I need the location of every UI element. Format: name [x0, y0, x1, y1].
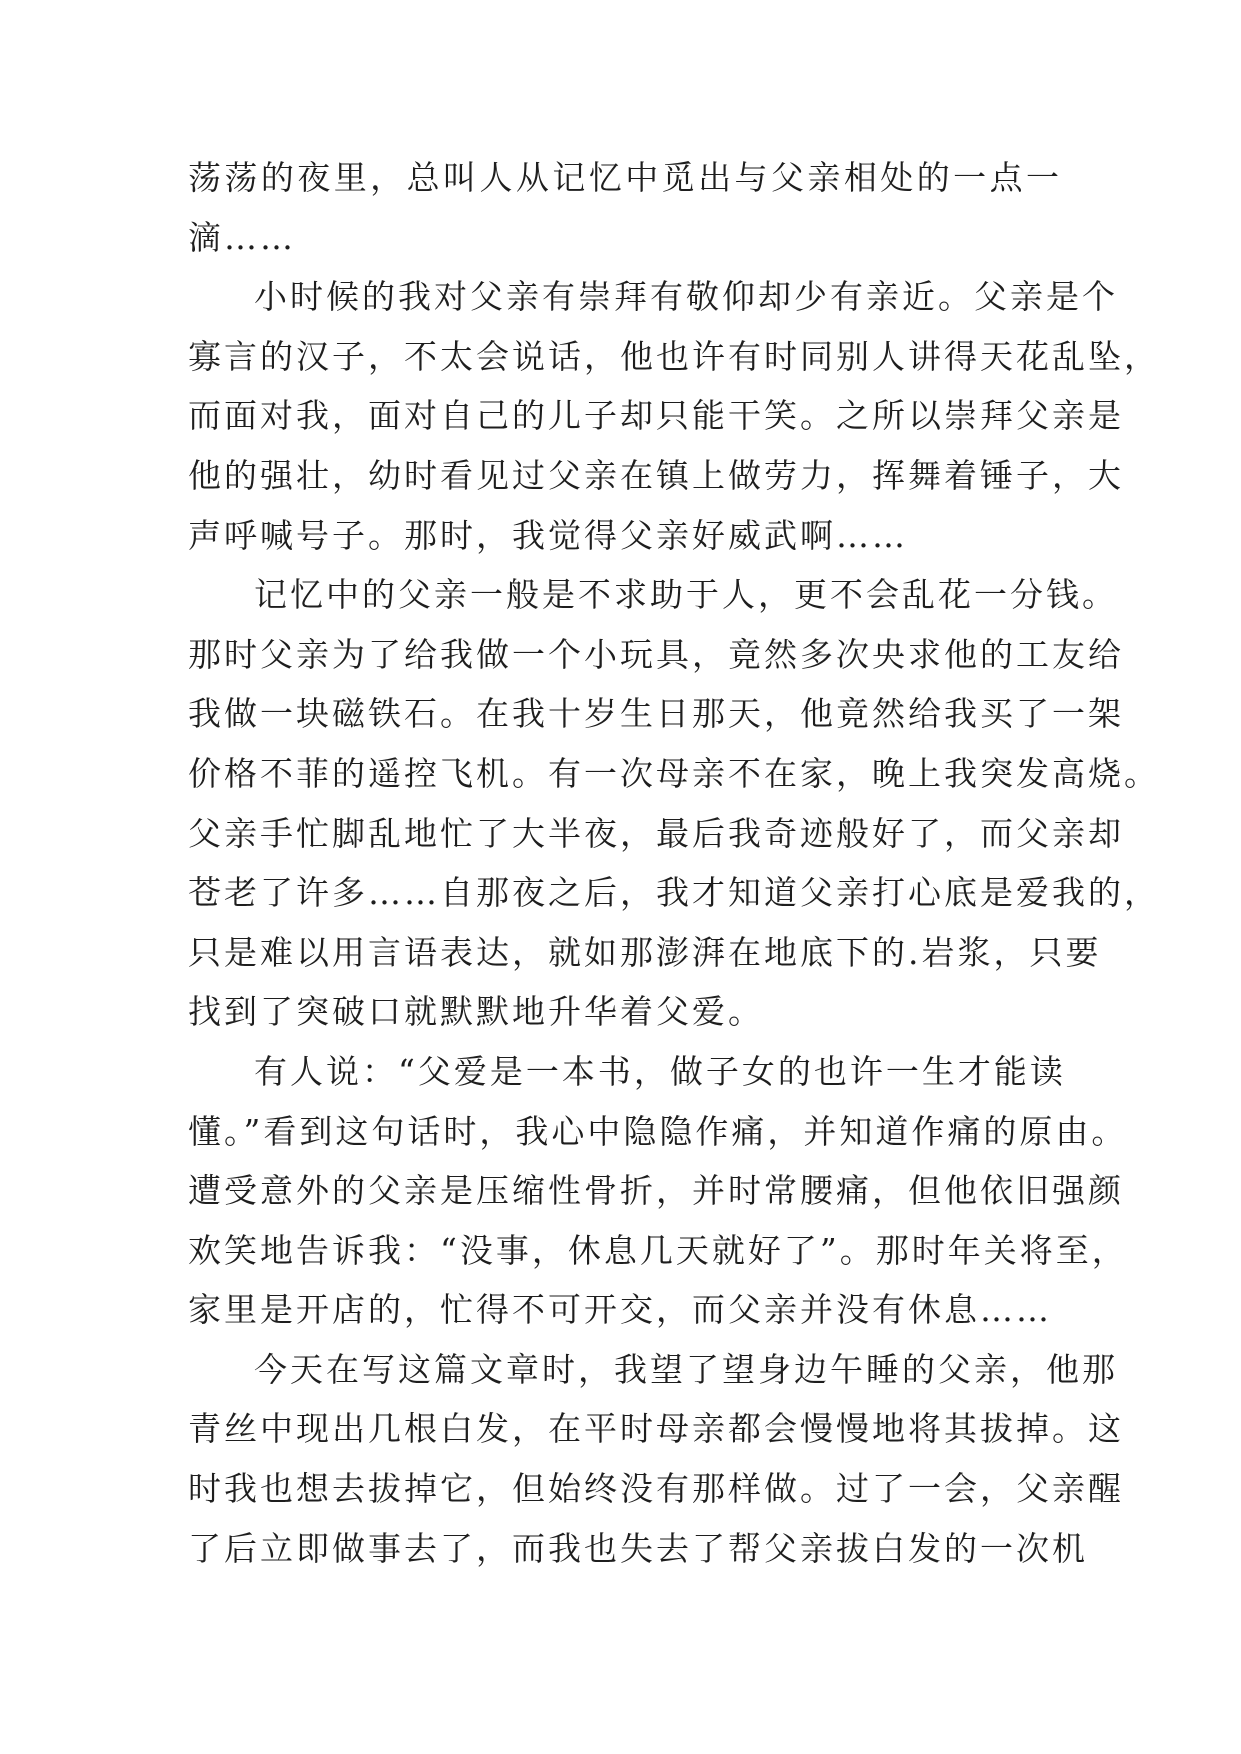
text-line: 有人说：“父爱是一本书，做子女的也许一生才能读	[254, 1051, 1066, 1091]
text-line: 今天在写这篇文章时，我望了望身边午睡的父亲，他那	[254, 1349, 1118, 1389]
text-line: 欢笑地告诉我：“没事，休息几天就好了”。那时年关将至，	[188, 1230, 1128, 1270]
text-line: 他的强壮，幼时看见过父亲在镇上做劳力，挥舞着锤子，大	[188, 455, 1124, 495]
text-line: 价格不菲的遥控飞机。有一次母亲不在家，晚上我突发高烧。	[188, 753, 1160, 793]
text-line: 寡言的汉子，不太会说话，他也许有时同别人讲得天花乱坠，	[188, 336, 1160, 376]
text-line: 找到了突破口就默默地升华着父爱。	[188, 992, 764, 1032]
text-line: 荡荡的夜里，总叫人从记忆中觅出与父亲相处的一点一	[188, 158, 1062, 197]
text-line: 那时父亲为了给我做一个小玩具，竟然多次央求他的工友给	[188, 634, 1124, 674]
text-line: 小时候的我对父亲有崇拜有敬仰却少有亲近。父亲是个	[254, 277, 1118, 317]
text-line: 父亲手忙脚乱地忙了大半夜，最后我奇迹般好了，而父亲却	[188, 813, 1124, 853]
paragraph-3	[188, 565, 1160, 1042]
text-line: 滴……	[188, 217, 296, 257]
text-line: 只是难以用言语表达，就如那澎湃在地底下的.岩浆，只要	[188, 932, 1102, 972]
paragraph-4	[188, 1042, 1128, 1340]
text-line: 而面对我，面对自己的儿子却只能干笑。之所以崇拜父亲是	[188, 396, 1124, 436]
text-line: 遭受意外的父亲是压缩性骨折，并时常腰痛，但他依旧强颜	[188, 1171, 1124, 1211]
paragraph-1	[188, 148, 1062, 267]
text-line: 时我也想去拔掉它，但始终没有那样做。过了一会，父亲醒	[188, 1469, 1124, 1509]
paragraph-5	[188, 1340, 1124, 1578]
text-line: 我做一块磁铁石。在我十岁生日那天，他竟然给我买了一架	[188, 694, 1124, 734]
text-line: 苍老了许多……自那夜之后，我才知道父亲打心底是爱我的，	[188, 873, 1160, 913]
text-line: 家里是开店的，忙得不可开交，而父亲并没有休息……	[188, 1290, 1052, 1330]
text-line: 了后立即做事去了，而我也失去了帮父亲拔白发的一次机	[188, 1528, 1088, 1568]
paragraph-2	[188, 267, 1160, 565]
text-line: 声呼喊号子。那时，我觉得父亲好威武啊……	[188, 515, 908, 555]
text-line: 青丝中现出几根白发，在平时母亲都会慢慢地将其拔掉。这	[188, 1409, 1124, 1449]
document-body	[188, 148, 1160, 1578]
text-line: 懂。”看到这句话时，我心中隐隐作痛，并知道作痛的原由。	[188, 1111, 1128, 1151]
text-line: 记忆中的父亲一般是不求助于人，更不会乱花一分钱。	[254, 575, 1118, 615]
